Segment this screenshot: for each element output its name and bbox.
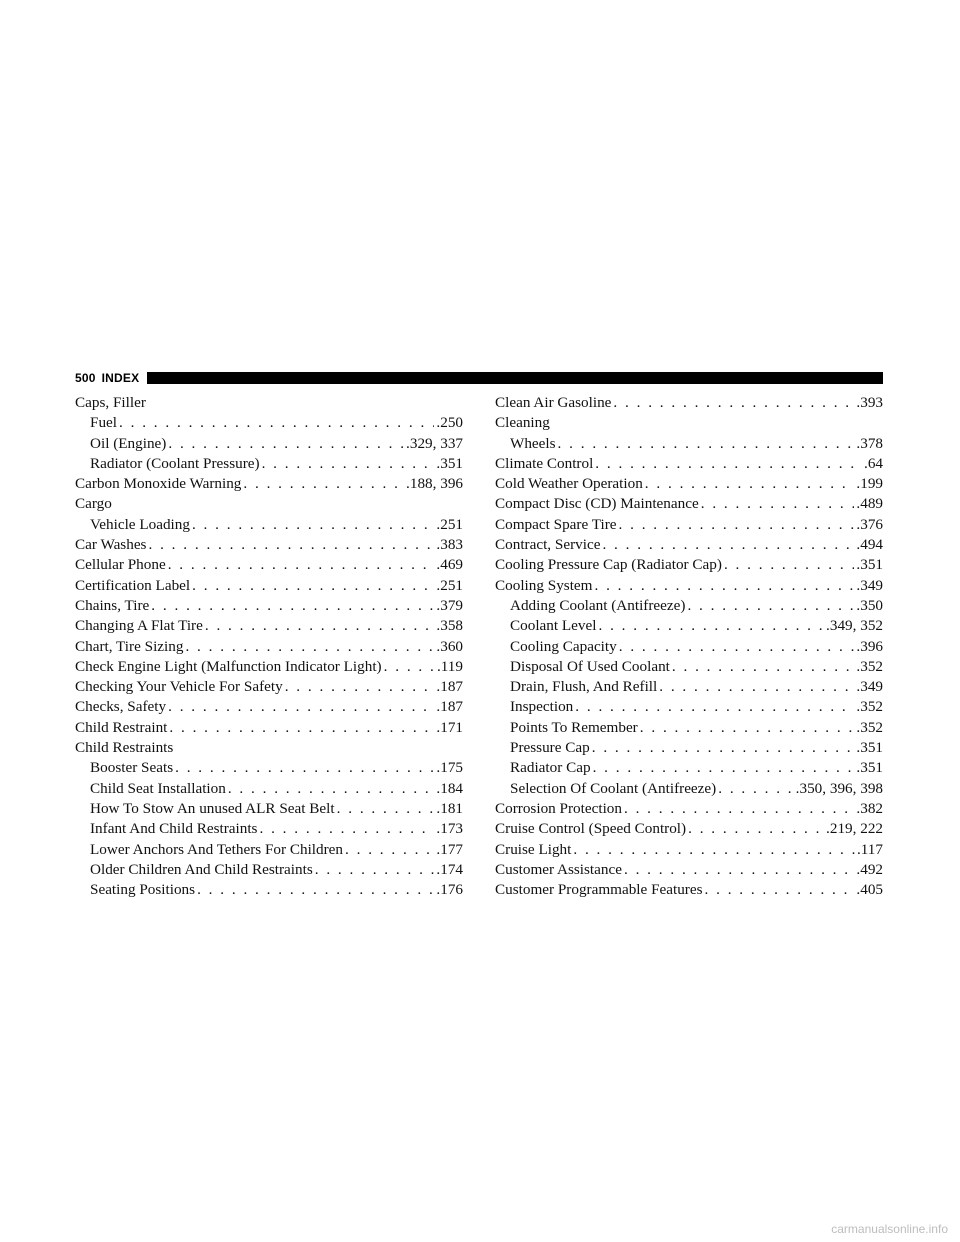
entry-term: Cellular Phone [75,556,166,574]
entry-term: Changing A Flat Tire [75,617,203,635]
entry-page-ref: .350 [856,596,883,614]
index-subentry [495,677,883,697]
index-subentry [495,616,883,636]
entry-term: Chart, Tire Sizing [75,637,184,655]
dot-leader [640,718,855,738]
page-number: 500 [75,371,96,385]
watermark: carmanualsonline.info [831,1222,948,1236]
dot-leader [169,718,434,738]
dot-leader [243,474,404,494]
dot-leader [594,576,854,596]
dot-leader [573,840,855,860]
entry-term: Cooling Pressure Cap (Radiator Cap) [495,556,722,574]
entry-term: Oil (Engine) [90,434,167,452]
index-entry [495,454,883,474]
entry-term: Coolant Level [510,617,597,635]
entry-page-ref: .352 [856,657,883,675]
entry-term: Customer Programmable Features [495,881,703,899]
index-subentry [75,840,463,860]
entry-page-ref: .181 [436,799,463,817]
entry-page-ref: .393 [856,394,883,411]
entry-term: Cold Weather Operation [495,475,643,493]
dot-leader [619,515,855,535]
entry-term: Check Engine Light (Malfunction Indicator Light) [75,657,382,675]
entry-page-ref: .177 [436,840,463,858]
dot-leader [384,657,435,677]
index-subentry [495,657,883,677]
entry-term: Child Seat Installation [90,779,226,797]
index-entry [495,515,883,535]
entry-page-ref: .64 [864,454,883,472]
dot-leader [687,596,854,616]
index-column-right [495,393,883,900]
entry-term: Checks, Safety [75,698,167,716]
index-entry [495,494,883,514]
entry-page-ref: .405 [856,881,883,899]
page-header [75,371,883,385]
index-entry [75,657,463,677]
dot-leader [595,454,862,474]
entry-term: Points To Remember [510,718,638,736]
index-subentry [495,718,883,738]
dot-leader [285,677,435,697]
dot-leader [345,840,434,860]
entry-term: Child Restraint [75,718,168,736]
index-entry [495,555,883,575]
dot-leader [613,393,854,413]
entry-page-ref: .175 [436,759,463,777]
entry-page-ref: .250 [436,414,463,432]
index-subentry [75,880,463,900]
entry-term: Radiator Cap [510,759,591,777]
entry-page-ref: .349 [856,576,883,594]
entry-term: Compact Spare Tire [495,515,617,533]
index-subentry [495,434,883,454]
entry-term: Clean Air Gasoline [495,394,612,411]
dot-leader [119,413,434,433]
dot-leader [645,474,855,494]
dot-leader [148,535,434,555]
index-entry [495,799,883,819]
entry-term: Lower Anchors And Tethers For Children [90,840,344,858]
entry-term: Wheels [510,434,556,452]
index-entry [75,637,463,657]
index-column-left [75,393,463,900]
index-entry [75,393,463,413]
entry-term: Certification Label [75,576,191,594]
index-entry [75,535,463,555]
index-entry [75,494,463,514]
index-entry [75,697,463,717]
entry-term: How To Stow An unused ALR Seat Belt [90,799,335,817]
entry-page-ref: .251 [436,576,463,594]
entry-term: Compact Disc (CD) Maintenance [495,495,699,513]
entry-page-ref: .187 [436,678,463,696]
dot-leader [575,697,854,717]
index-subentry [495,697,883,717]
entry-page-ref: .349, 352 [826,617,883,635]
entry-term: Infant And Child Restraints [90,820,258,838]
dot-leader [592,738,855,758]
index-entry [75,576,463,596]
dot-leader [151,596,434,616]
dot-leader [185,637,434,657]
index-entry [495,840,883,860]
entry-term: Disposal Of Used Coolant [510,657,670,675]
entry-page-ref: .383 [436,536,463,554]
entry-page-ref: .352 [856,698,883,716]
entry-term: Cooling System [495,576,593,594]
entry-term: Seating Positions [90,881,196,899]
index-subentry [75,413,463,433]
index-subentry [495,596,883,616]
dot-leader [724,555,854,575]
index-entry [75,677,463,697]
dot-leader [168,697,434,717]
dot-leader [197,880,434,900]
dot-leader [337,799,435,819]
entry-page-ref: .251 [436,515,463,533]
entry-page-ref: .174 [436,860,463,878]
entry-term: Cruise Light [495,840,572,858]
index-entry [495,535,883,555]
entry-page-ref: .350, 396, 398 [795,779,883,797]
entry-term: Child Restraints [75,739,174,757]
index-subentry [75,860,463,880]
entry-page-ref: .494 [856,536,883,554]
dot-leader [315,860,435,880]
entry-page-ref: .492 [856,860,883,878]
entry-term: Pressure Cap [510,739,590,757]
entry-term: Cooling Capacity [510,637,617,655]
entry-term: Selection Of Coolant (Antifreeze) [510,779,717,797]
index-entry [75,596,463,616]
entry-page-ref: .329, 337 [406,434,463,452]
dot-leader [192,515,434,535]
entry-page-ref: .349 [856,678,883,696]
index-entry [495,860,883,880]
index-subentry [495,758,883,778]
entry-page-ref: .199 [856,475,883,493]
section-title: INDEX [101,371,140,385]
index-subentry [75,819,463,839]
entry-page-ref: .351 [856,759,883,777]
entry-page-ref: .396 [856,637,883,655]
entry-page-ref: .117 [856,840,883,858]
index-subentry [75,758,463,778]
dot-leader [205,616,435,636]
index-subentry [75,779,463,799]
dot-leader [168,434,404,454]
index-subentry [495,738,883,758]
entry-page-ref: .469 [436,556,463,574]
dot-leader [619,637,855,657]
entry-page-ref: .351 [856,739,883,757]
entry-page-ref: .171 [436,718,463,736]
dot-leader [259,819,434,839]
index-entry [75,738,463,758]
entry-page-ref: .360 [436,637,463,655]
entry-term: Adding Coolant (Antifreeze) [510,596,686,614]
entry-term: Older Children And Child Restraints [90,860,313,878]
dot-leader [659,677,854,697]
entry-term: Carbon Monoxide Warning [75,475,242,493]
entry-term: Climate Control [495,454,594,472]
entry-page-ref: .219, 222 [826,820,883,838]
entry-term: Chains, Tire [75,596,150,614]
dot-leader [262,454,435,474]
entry-page-ref: .176 [436,881,463,899]
index-entry [75,474,463,494]
entry-term: Corrosion Protection [495,799,622,817]
dot-leader [175,758,434,778]
dot-leader [598,616,824,636]
entry-page-ref: .187 [436,698,463,716]
index-subentry [75,434,463,454]
index-subentry [75,454,463,474]
entry-page-ref: .184 [436,779,463,797]
entry-term: Cargo [75,495,112,513]
entry-term: Caps, Filler [75,394,146,411]
entry-term: Inspection [510,698,574,716]
dot-leader [593,758,855,778]
dot-leader [624,799,854,819]
dot-leader [701,494,855,514]
entry-page-ref: .119 [436,657,463,675]
entry-page-ref: .379 [436,596,463,614]
dot-leader [624,860,854,880]
index-subentry [495,637,883,657]
dot-leader [705,880,855,900]
dot-leader [688,819,824,839]
entry-page-ref: .173 [436,820,463,838]
entry-term: Car Washes [75,536,147,554]
entry-term: Radiator (Coolant Pressure) [90,454,260,472]
entry-page-ref: .352 [856,718,883,736]
entry-term: Customer Assistance [495,860,622,878]
entry-page-ref: .376 [856,515,883,533]
index-entry [75,555,463,575]
index-subentry [75,515,463,535]
entry-page-ref: .382 [856,799,883,817]
dot-leader [672,657,855,677]
index-entry [75,718,463,738]
entry-term: Drain, Flush, And Refill [510,678,658,696]
dot-leader [192,576,434,596]
entry-term: Checking Your Vehicle For Safety [75,678,283,696]
dot-leader [228,779,435,799]
entry-page-ref: .489 [856,495,883,513]
entry-term: Contract, Service [495,536,601,554]
entry-term: Booster Seats [90,759,174,777]
header-rule [147,372,883,384]
index-entry [495,474,883,494]
entry-page-ref: .358 [436,617,463,635]
index-subentry [495,779,883,799]
index-entry [495,393,883,413]
dot-leader [168,555,435,575]
entry-term: Fuel [90,414,118,432]
entry-page-ref: .378 [856,434,883,452]
index-entry [495,576,883,596]
entry-term: Cruise Control (Speed Control) [495,820,687,838]
dot-leader [558,434,855,454]
entry-page-ref: .188, 396 [406,475,463,493]
index-entry [495,413,883,433]
entry-page-ref: .351 [436,454,463,472]
entry-term: Cleaning [495,414,550,432]
entry-page-ref: .351 [856,556,883,574]
index-entry [75,616,463,636]
entry-term: Vehicle Loading [90,515,190,533]
dot-leader [602,535,854,555]
index-subentry [75,799,463,819]
index-entry [495,880,883,900]
dot-leader [718,779,793,799]
index-entry [495,819,883,839]
